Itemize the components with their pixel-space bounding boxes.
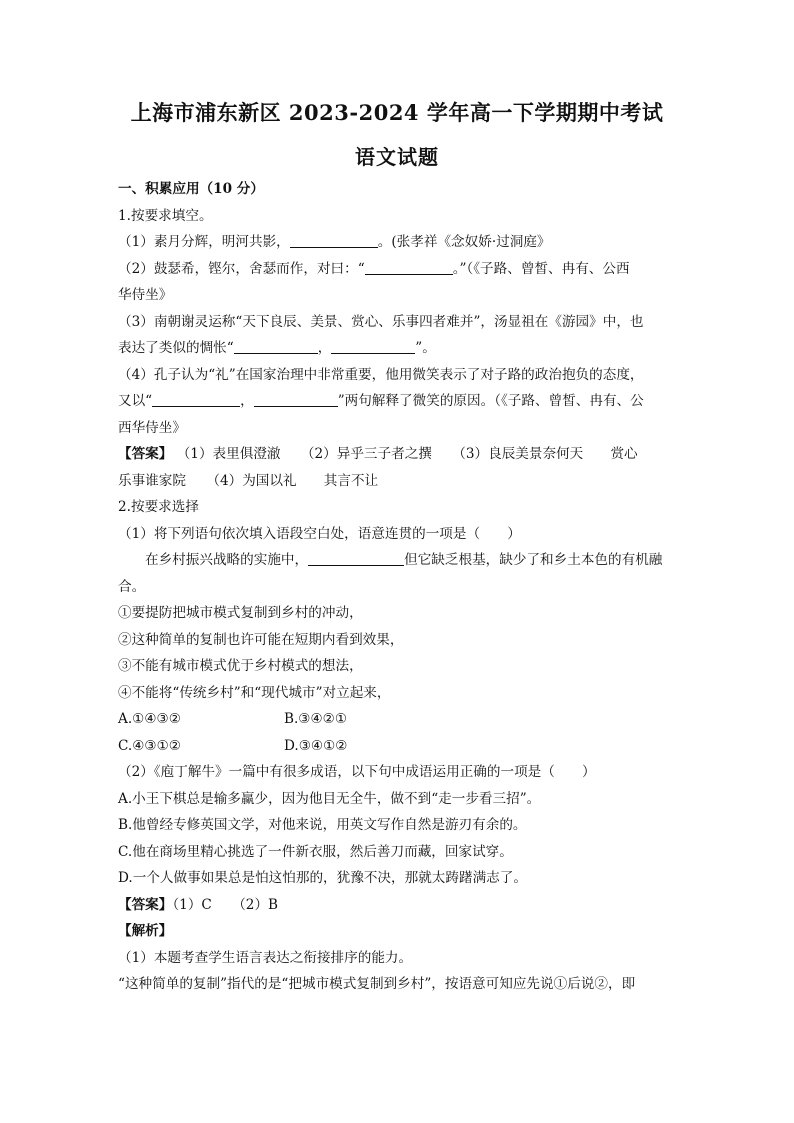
q1-part2-text: （2）鼓瑟希，铿尔，舍瑟而作，对曰：“ (118, 260, 365, 277)
q1-part2-source: 。”（《子路、曾皙、冉有、公西 (452, 260, 630, 277)
answer-tag: 【答案】 (118, 446, 173, 462)
fill-blank (152, 392, 240, 407)
q1-part1 (118, 229, 678, 256)
q2-answer (118, 892, 678, 919)
comma: ， (240, 393, 254, 409)
q2-passage-cont: 合。 (118, 578, 146, 595)
q1-part4-text: 又以“ (118, 393, 153, 409)
options-row-2 (118, 733, 678, 760)
q2-stem: 2.按要求选择 (118, 499, 199, 515)
q1-part4-cont: 西华侍坐》 (118, 419, 186, 436)
option-a: A.①④③② (118, 711, 181, 727)
option-d: D.③④①② (284, 737, 348, 754)
q1-answer-line1 (118, 441, 678, 468)
q2-part2-stem: （2）《庖丁解牛》一篇中有很多成语，以下句中成语运用正确的一项是（ ） (118, 764, 596, 780)
q1-part1-source: 。(张孝祥《念奴娇·过洞庭》 (377, 234, 551, 250)
q1-part3-line1: （3）南朝谢灵运称“天下良辰、美景、赏心、乐事四者难并”，汤显祖在《游园》中，也 (118, 313, 644, 330)
fill-blank (365, 260, 453, 275)
analysis-line-1: （1）本题考查学生语言表达之衔接排序的能力。 (118, 949, 413, 966)
q1-part4-line2 (118, 388, 678, 415)
sentence-2: ②这种简单的复制也许可能在短期内看到效果， (118, 631, 404, 648)
q2-part2-option-b: B.他曾经专修英国文学，对他来说，用英文写作自然是游刃有余的。 (118, 817, 527, 833)
q2-answer-text: （1）C （2）B (172, 896, 279, 913)
q1-part2-cont: 华侍坐》 (118, 287, 173, 303)
q1-answer-text: （1）表里俱澄澈 （2）异乎三子者之撰 （3）良辰美景奈何天 赏心 (172, 446, 638, 462)
q2-part1-stem: （1）将下列语句依次填入语段空白处，语意连贯的一项是（ ） (118, 525, 521, 542)
document-body (118, 176, 678, 998)
exam-subtitle: 语文试题 (355, 145, 439, 169)
fill-blank (234, 339, 318, 354)
exam-title: 上海市浦东新区 2023-2024 学年高一下学期期中考试 (130, 100, 664, 125)
answer-tag: 【答案】 (118, 896, 173, 913)
q1-part4-source: ”两句解释了微笑的原因。（《子路、曾皙、冉有、公 (337, 393, 644, 409)
q1-part1-text: （1）素月分辉，明河共影， (118, 234, 290, 250)
q2-passage (118, 547, 678, 574)
analysis-tag: 【解析】 (118, 923, 173, 939)
q1-part3-line2 (118, 335, 678, 362)
fill-blank (254, 392, 338, 407)
q1-answer-line2: 乐事谁家院 （4）为国以礼 其言不让 (118, 472, 379, 489)
q2-part2-option-c: C.他在商场里精心挑选了一件新衣服，然后善刀而藏，回家试穿。 (118, 843, 513, 860)
passage-text: 在乡村振兴战略的实施中， (145, 552, 309, 568)
q2-part2-option-d: D.一个人做事如果总是怕这怕那的，犹豫不决，那就太踌躇满志了。 (118, 870, 527, 886)
option-c: C.④③①② (118, 737, 181, 754)
option-b: B.③④②① (284, 711, 348, 727)
fill-blank (331, 339, 415, 354)
sentence-1: ①要提防把城市模式复制到乡村的冲动， (118, 605, 363, 621)
comma: ， (317, 340, 332, 356)
q1-part2 (118, 256, 678, 283)
analysis-line-2: “这种简单的复制”指代的是“把城市模式复制到乡村”，按语意可知应先说①后说②，即 (118, 976, 636, 992)
closing-quote: ”。 (415, 340, 436, 356)
sentence-4: ④不能将“传统乡村”和“现代城市”对立起来， (118, 684, 391, 701)
sentence-3: ③不能有城市模式优于乡村模式的想法， (118, 658, 363, 674)
passage-text-cont: 但它缺乏根基，缺少了和乡土本色的有机融 (404, 552, 663, 568)
fill-blank (308, 551, 404, 566)
options-row-1 (118, 706, 678, 733)
q1-stem: 1.按要求填空。 (118, 207, 213, 224)
fill-blank (290, 233, 378, 248)
section-heading: 一、积累应用（10 分） (118, 181, 264, 197)
q2-part2-option-a: A.小王下棋总是输多赢少，因为他目无全牛，做不到“走一步看三招”。 (118, 790, 541, 807)
q1-part4-line1: （4）孔子认为“礼”在国家治理中非常重要，他用微笑表示了对子路的政治抱负的态度， (118, 366, 644, 383)
q1-part3-text: 表达了类似的惆怅“ (118, 340, 234, 356)
